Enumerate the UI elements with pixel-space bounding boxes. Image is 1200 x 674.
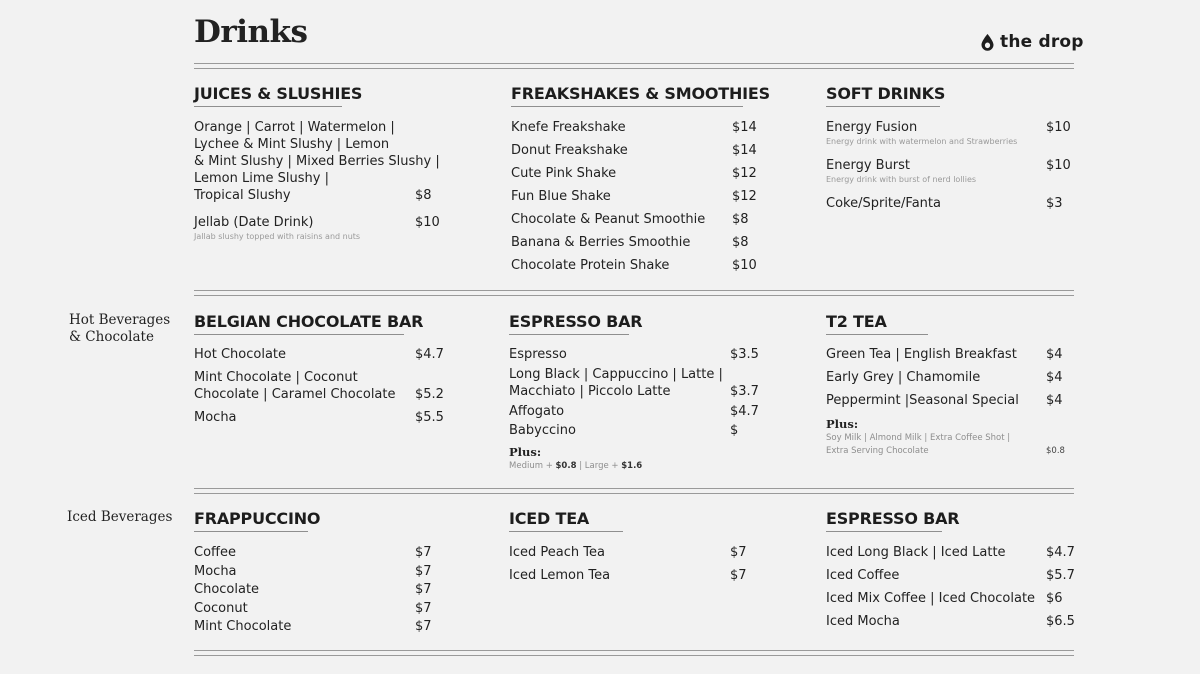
plus-extras: Soy Milk | Almond Milk | Extra Coffee Shot | xyxy=(826,433,1011,443)
juices-line: Lemon Lime Slushy | xyxy=(194,171,329,186)
menu-price: $10 xyxy=(1046,158,1071,173)
menu-price: $14 xyxy=(732,143,757,158)
menu-price: $12 xyxy=(732,166,757,181)
menu-price: $8 xyxy=(732,235,749,250)
menu-item: Donut Freakshake xyxy=(511,143,628,158)
menu-price: $ xyxy=(730,423,739,438)
jellab-name: Jellab (Date Drink) xyxy=(194,215,314,230)
menu-price: $4.7 xyxy=(1046,545,1075,560)
menu-price: $7 xyxy=(730,568,747,583)
large-label: Large + xyxy=(584,461,619,471)
menu-item: Macchiato | Piccolo Latte xyxy=(509,384,671,399)
juices-line: Orange | Carrot | Watermelon | xyxy=(194,120,395,135)
belgian-heading: BELGIAN CHOCOLATE BAR xyxy=(194,312,404,335)
slushy-price: $8 xyxy=(415,188,432,203)
plus-label: Plus: xyxy=(509,445,542,459)
soft-drinks-heading: SOFT DRINKS xyxy=(826,84,940,107)
menu-item: Coffee xyxy=(194,545,236,560)
jellab-price: $10 xyxy=(415,215,440,230)
large-price: $1.6 xyxy=(621,461,643,471)
juices-line: Tropical Slushy xyxy=(194,188,291,203)
menu-price: $3.7 xyxy=(730,384,759,399)
menu-price: $5.2 xyxy=(415,387,444,402)
menu-price: $10 xyxy=(1046,120,1071,135)
plus-extras: Extra Serving Chocolate xyxy=(826,446,929,456)
menu-price: $7 xyxy=(415,545,432,560)
menu-price: $7 xyxy=(415,564,432,579)
menu-item: Long Black | Cappuccino | Latte | xyxy=(509,367,723,382)
menu-price: $5.5 xyxy=(415,410,444,425)
menu-price: $14 xyxy=(732,120,757,135)
menu-item: Mocha xyxy=(194,564,237,579)
menu-price: $4 xyxy=(1046,370,1063,385)
menu-item: Mint Chocolate xyxy=(194,619,292,634)
brand-name: the drop xyxy=(1000,32,1084,52)
menu-price: $4.7 xyxy=(730,404,759,419)
menu-price: $12 xyxy=(732,189,757,204)
menu-item: Banana & Berries Smoothie xyxy=(511,235,691,250)
jellab-desc: Jallab slushy topped with raisins and nuts xyxy=(194,232,361,241)
water-drop-icon xyxy=(981,34,994,51)
menu-item: Coconut xyxy=(194,601,248,616)
section-label-iced: Iced Beverages xyxy=(67,509,173,525)
menu-item: Chocolate Protein Shake xyxy=(511,258,670,273)
menu-item: Mocha xyxy=(194,410,237,425)
menu-price: $6 xyxy=(1046,591,1063,606)
menu-item: Chocolate | Caramel Chocolate xyxy=(194,387,396,402)
menu-item: Iced Coffee xyxy=(826,568,900,583)
menu-price: $7 xyxy=(415,601,432,616)
menu-item: Espresso xyxy=(509,347,567,362)
menu-item: Iced Mix Coffee | Iced Chocolate xyxy=(826,591,1036,606)
medium-label: Medium + xyxy=(509,461,553,471)
plus-price: $0.8 xyxy=(1046,446,1065,456)
iced-espresso-heading: ESPRESSO BAR xyxy=(826,509,942,532)
menu-price: $7 xyxy=(730,545,747,560)
menu-item: Cute Pink Shake xyxy=(511,166,617,181)
menu-desc: Energy drink with burst of nerd lollies xyxy=(826,175,977,184)
menu-item: Affogato xyxy=(509,404,565,419)
menu-item: Hot Chocolate xyxy=(194,347,287,362)
menu-item: Green Tea | English Breakfast xyxy=(826,347,1017,362)
juices-heading: JUICES & SLUSHIES xyxy=(194,84,342,107)
menu-price: $7 xyxy=(415,582,432,597)
menu-price: $10 xyxy=(732,258,757,273)
menu-item: Coke/Sprite/Fanta xyxy=(826,196,941,211)
menu-price: $3.5 xyxy=(730,347,759,362)
menu-price: $4 xyxy=(1046,347,1063,362)
menu-item: Chocolate & Peanut Smoothie xyxy=(511,212,706,227)
size-extras xyxy=(509,460,642,473)
menu-desc: Energy drink with watermelon and Strawberries xyxy=(826,137,1018,146)
separator: | xyxy=(579,461,583,471)
divider xyxy=(194,488,1074,494)
brand-logo xyxy=(981,32,1084,52)
juices-line: & Mint Slushy | Mixed Berries Slushy | xyxy=(194,154,440,169)
menu-price: $8 xyxy=(732,212,749,227)
menu-item: Energy Fusion xyxy=(826,120,918,135)
menu-item: Knefe Freakshake xyxy=(511,120,626,135)
section-label-hot: Hot Beverages & Chocolate xyxy=(69,312,171,345)
menu-price: $3 xyxy=(1046,196,1063,211)
page-title: Drinks xyxy=(194,14,308,50)
divider xyxy=(194,290,1074,296)
menu-item: Babyccino xyxy=(509,423,576,438)
freakshakes-heading: FREAKSHAKES & SMOOTHIES xyxy=(511,84,743,107)
menu-item: Iced Lemon Tea xyxy=(509,568,611,583)
divider xyxy=(194,63,1074,69)
espresso-heading: ESPRESSO BAR xyxy=(509,312,629,335)
plus-label: Plus: xyxy=(826,417,859,431)
menu-item: Chocolate xyxy=(194,582,260,597)
menu-item: Iced Peach Tea xyxy=(509,545,605,560)
menu-item: Fun Blue Shake xyxy=(511,189,611,204)
menu-item: Iced Mocha xyxy=(826,614,900,629)
menu-item: Mint Chocolate | Coconut xyxy=(194,370,358,385)
iced-tea-heading: ICED TEA xyxy=(509,509,623,532)
menu-price: $4 xyxy=(1046,393,1063,408)
menu-price: $6.5 xyxy=(1046,614,1075,629)
menu-price: $5.7 xyxy=(1046,568,1075,583)
menu-price: $4.7 xyxy=(415,347,444,362)
frappuccino-heading: FRAPPUCCINO xyxy=(194,509,308,532)
menu-price: $7 xyxy=(415,619,432,634)
menu-item: Energy Burst xyxy=(826,158,911,173)
menu-item: Iced Long Black | Iced Latte xyxy=(826,545,1006,560)
divider xyxy=(194,650,1074,656)
menu-item: Peppermint |Seasonal Special xyxy=(826,393,1019,408)
t2-tea-heading: T2 TEA xyxy=(826,312,928,335)
medium-price: $0.8 xyxy=(555,461,577,471)
menu-item: Early Grey | Chamomile xyxy=(826,370,981,385)
juices-line: Lychee & Mint Slushy | Lemon xyxy=(194,137,390,152)
